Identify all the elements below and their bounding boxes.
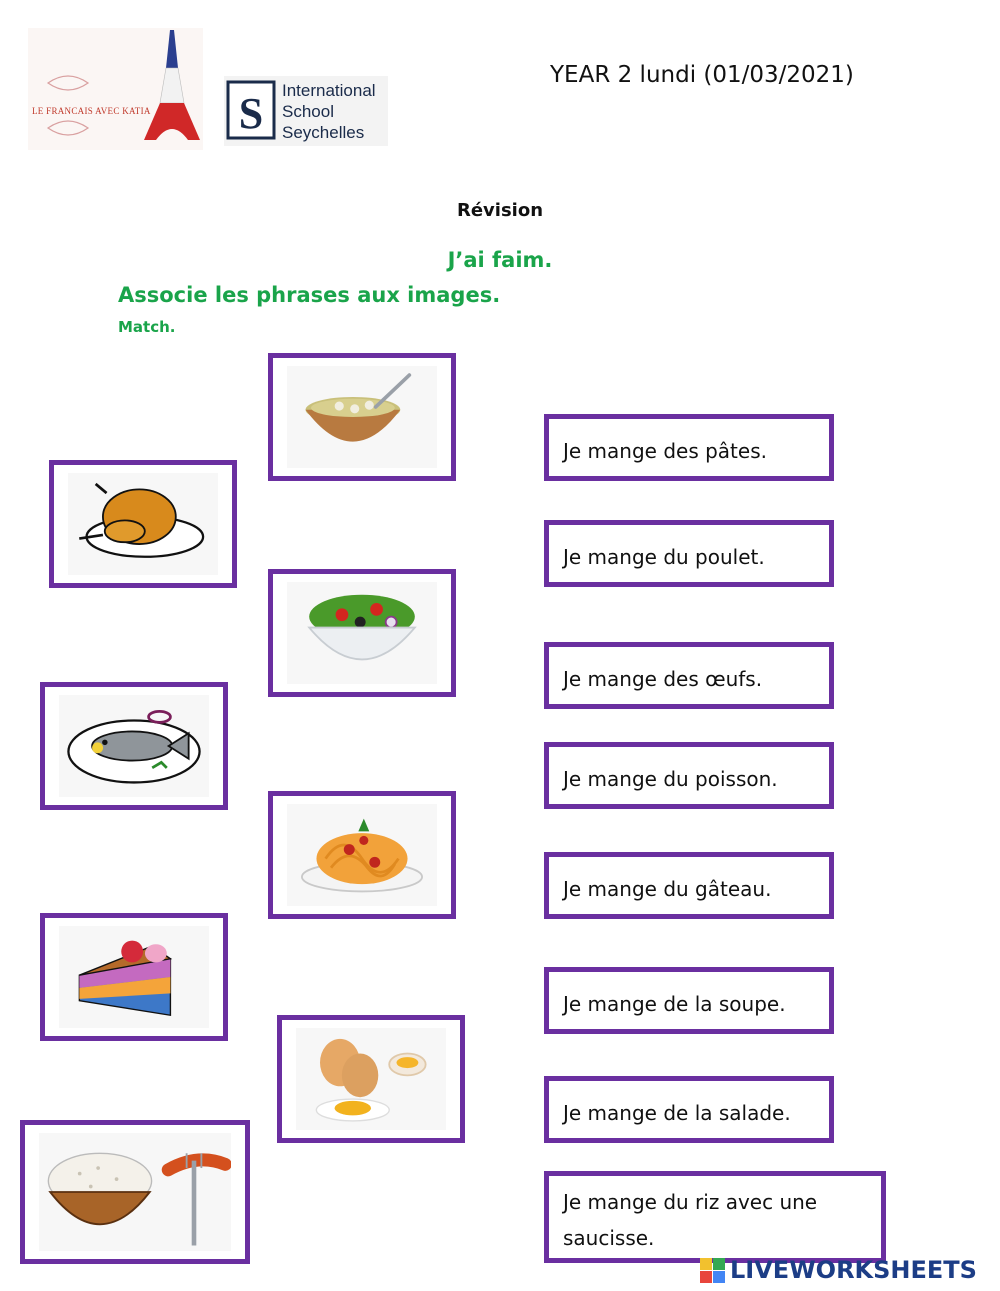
sentence-card[interactable] <box>544 852 834 919</box>
page-title: Révision <box>456 200 544 221</box>
school-crest-icon <box>224 76 280 146</box>
image-card-eggs[interactable] <box>277 1015 465 1143</box>
image-card-soup[interactable] <box>268 353 456 481</box>
spaghetti-icon <box>287 804 437 906</box>
school-name-line: Seychelles <box>282 123 365 142</box>
sentence-text: Je mange du riz avec une saucisse. <box>563 1190 818 1250</box>
sentence-card[interactable] <box>544 642 834 709</box>
katia-logo <box>28 28 203 150</box>
eiffel-tower-icon <box>28 28 203 150</box>
school-logo <box>224 76 388 146</box>
katia-logo-text: LE FRANCAIS AVEC KATIA <box>32 106 151 116</box>
sentence-card[interactable] <box>544 967 834 1034</box>
sentence-card[interactable] <box>544 1076 834 1143</box>
sentence-card[interactable] <box>544 1171 886 1263</box>
sentence-text: Je mange du poulet. <box>563 545 765 569</box>
salad-bowl-icon <box>287 582 437 684</box>
watermark-text: LIVEWORKSHEETS <box>730 1256 977 1284</box>
sentence-text: Je mange des œufs. <box>563 667 763 691</box>
image-card-fish[interactable] <box>40 682 228 810</box>
school-name <box>282 80 376 143</box>
image-card-pasta[interactable] <box>268 791 456 919</box>
fish-plate-icon <box>59 695 209 797</box>
eggs-icon <box>296 1028 446 1130</box>
sentence-card[interactable] <box>544 742 834 809</box>
cake-slice-icon <box>59 926 209 1028</box>
instruction-english: Match. <box>118 318 176 336</box>
sentence-text: Je mange du gâteau. <box>563 877 772 901</box>
rice-and-sausage-icon <box>39 1133 231 1251</box>
school-name-line: School <box>282 102 334 121</box>
sentence-card[interactable] <box>544 414 834 481</box>
sentence-text: Je mange de la salade. <box>563 1101 791 1125</box>
date-heading: YEAR 2 lundi (01/03/2021) <box>550 62 854 88</box>
image-card-chicken[interactable] <box>49 460 237 588</box>
page-subtitle: J’ai faim. <box>447 248 553 272</box>
sentence-card[interactable] <box>544 520 834 587</box>
liveworksheets-watermark <box>700 1256 995 1286</box>
image-card-rice-sausage[interactable] <box>20 1120 250 1264</box>
image-card-salad[interactable] <box>268 569 456 697</box>
svg-text:S: S <box>238 89 264 138</box>
sentence-text: Je mange de la soupe. <box>563 992 786 1016</box>
soup-bowl-icon <box>287 366 437 468</box>
sentence-text: Je mange des pâtes. <box>563 439 767 463</box>
liveworksheets-logo-icon <box>700 1258 726 1284</box>
image-card-cake[interactable] <box>40 913 228 1041</box>
sentence-text: Je mange du poisson. <box>563 767 778 791</box>
school-name-line: International <box>282 81 376 100</box>
roast-chicken-icon <box>68 473 218 575</box>
instruction-text: Associe les phrases aux images. <box>118 283 501 307</box>
